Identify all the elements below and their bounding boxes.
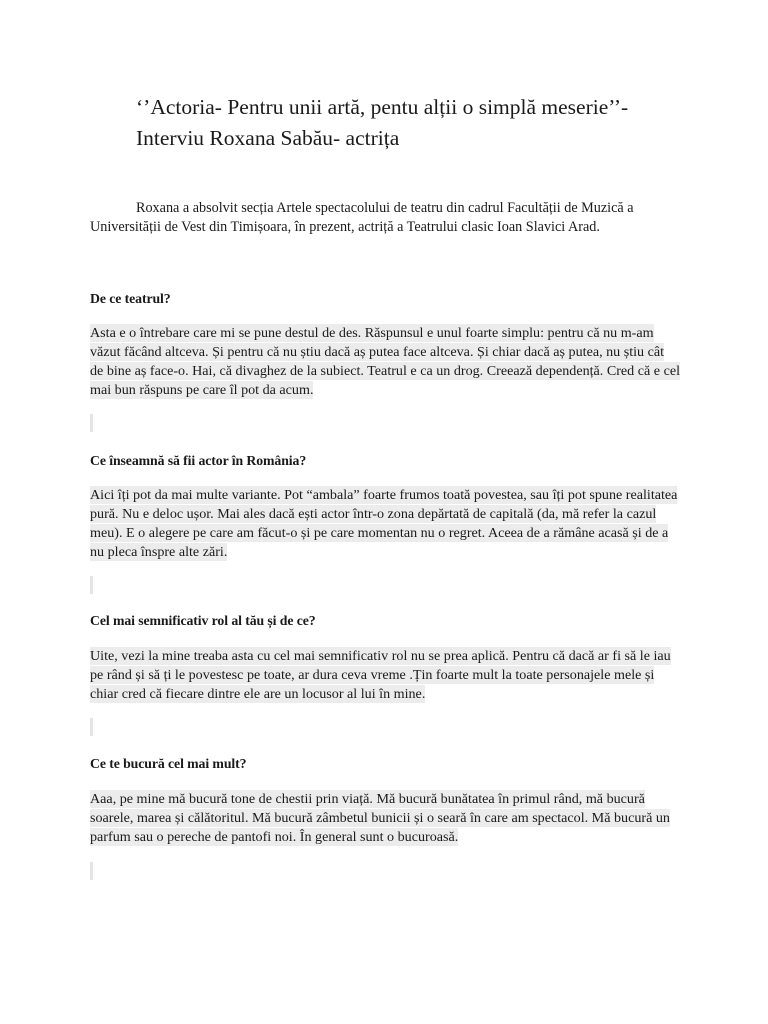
answer-text: Aaa, pe mine mă bucură tone de chestii prin viață. Mă bucură bunătatea în primul rând, mă bucură soarele, marea și călătoritul. Mă bucură zâmbetul bunicii și o seară în care am spectacol. Mă bucură un parfum sau o pereche de pantofi noi. În general sunt o bucuroasă. xyxy=(90,791,670,845)
question-heading: Cel mai semnificativ rol al tău și de ce? xyxy=(90,613,316,628)
answer-text: Asta e o întrebare care mi se pune destul de des. Răspunsul e unul foarte simplu: pentru că nu m-am văzut făcând altceva. Și pentru că nu știu dacă aș putea face altceva. Și chiar dacă aș putea, nu știu cât de bine aș face-o. Hai, că divaghez de la subiect. Teatrul e ca un drog. Creează dependență. Cred că e cel mai bun răspuns pe care îl pot da acum. xyxy=(90,325,680,398)
text-cursor-marker xyxy=(90,862,93,880)
answer-text: Uite, vezi la mine treaba asta cu cel mai semnificativ rol nu se prea aplică. Pentru că dacă ar fi să le iau pe rând și să ți le povestesc pe toate, ar dura ceva vreme .Țin foarte mult la toate personajele mele și chiar cred că fiecare dintre ele are un locusor al lui în mine. xyxy=(90,648,671,702)
answer-paragraph xyxy=(90,647,680,704)
answer-paragraph xyxy=(90,324,680,400)
answer-text: Aici îți pot da mai multe variante. Pot “ambala” foarte frumos toată povestea, sau îți pot spune realitatea pură. Nu e deloc ușor. Mai ales dacă ești actor într-o zona depărtată de capitală (da, mă refer la cazul meu). E o alegere pe care am făcut-o și pe care momentan nu o regret. Aceea de a rămâne acasă și de a nu pleca înspre alte zări. xyxy=(90,487,678,560)
article-title: ‘’Actoria- Pentru unii artă, pentu alții o simplă meserie’’- Interviu Roxana Sabău- actrița xyxy=(136,95,629,150)
question-heading: Ce înseamnă să fii actor în România? xyxy=(90,453,307,468)
question-heading: Ce te bucură cel mai mult? xyxy=(90,756,247,771)
answer-paragraph xyxy=(90,790,680,847)
answer-paragraph xyxy=(90,486,680,562)
question-heading: De ce teatrul? xyxy=(90,291,171,306)
intro-paragraph: Roxana a absolvit secția Artele spectacolului de teatru din cadrul Facultății de Muzică a Universității de Vest din Timișoara, în prezent, actriță a Teatrului clasic Ioan Slavici Arad. xyxy=(90,200,634,235)
text-cursor-marker xyxy=(90,718,93,736)
text-cursor-marker xyxy=(90,414,93,432)
text-cursor-marker xyxy=(90,576,93,594)
